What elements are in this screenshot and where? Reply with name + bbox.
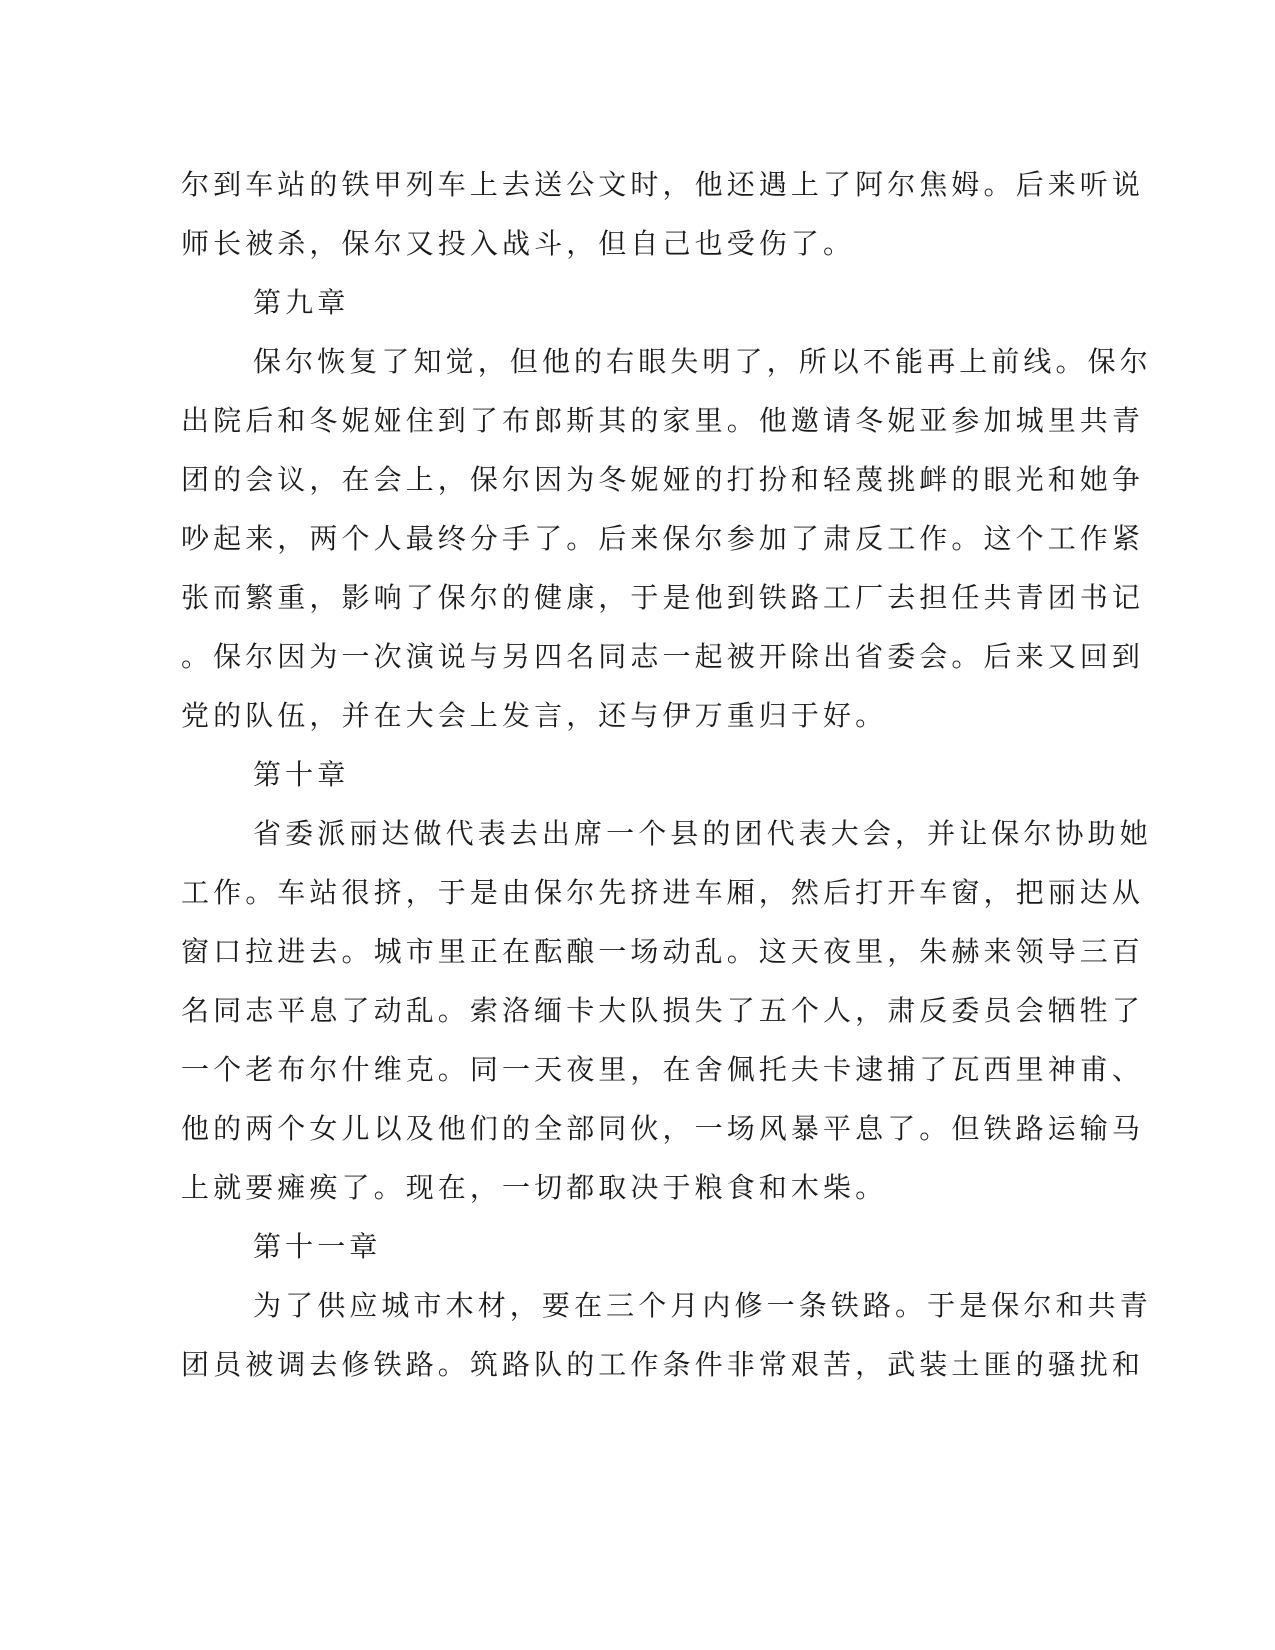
- paragraph-line: 上就要瘫痪了。现在，一切都取决于粮食和木柴。: [181, 1171, 888, 1204]
- body-text: [181, 155, 1152, 1394]
- paragraph-line: 张而繁重，影响了保尔的健康，于是他到铁路工厂去担任共青团书记: [181, 581, 1145, 614]
- paragraph-line: 尔到车站的铁甲列车上去送公文时，他还遇上了阿尔焦姆。后来听说: [181, 168, 1145, 201]
- paragraph-line: 窗口拉进去。城市里正在酝酿一场动乱。这天夜里，朱赫来领导三百: [181, 935, 1145, 968]
- chapter-heading: 第十一章: [253, 1230, 382, 1263]
- paragraph-line: 团的会议，在会上，保尔因为冬妮娅的打扮和轻蔑挑衅的眼光和她争: [181, 463, 1145, 496]
- paragraph-line: 他的两个女儿以及他们的全部同伙，一场风暴平息了。但铁路运输马: [181, 1112, 1145, 1145]
- paragraph-line: 团员被调去修铁路。筑路队的工作条件非常艰苦，武装土匪的骚扰和: [181, 1348, 1145, 1381]
- paragraph-line: 吵起来，两个人最终分手了。后来保尔参加了肃反工作。这个工作紧: [181, 522, 1145, 555]
- paragraph-line: 出院后和冬妮娅住到了布郎斯其的家里。他邀请冬妮亚参加城里共青: [181, 404, 1145, 437]
- chapter-heading: 第十章: [253, 758, 350, 791]
- chapter-heading: 第九章: [253, 286, 350, 319]
- paragraph-line: 党的队伍，并在大会上发言，还与伊万重归于好。: [181, 699, 888, 732]
- paragraph-line: 工作。车站很挤，于是由保尔先挤进车厢，然后打开车窗，把丽达从: [181, 876, 1145, 909]
- paragraph-line: 师长被杀，保尔又投入战斗，但自己也受伤了。: [181, 227, 856, 260]
- paragraph-line: 名同志平息了动乱。索洛缅卡大队损失了五个人，肃反委员会牺牲了: [181, 994, 1145, 1027]
- paragraph-line: 保尔恢复了知觉，但他的右眼失明了，所以不能再上前线。保尔: [253, 345, 1152, 378]
- paragraph-line: 。保尔因为一次演说与另四名同志一起被开除出省委会。后来又回到: [181, 640, 1145, 673]
- paragraph-line: 省委派丽达做代表去出席一个县的团代表大会，并让保尔协助她: [253, 817, 1152, 850]
- paragraph-line: 为了供应城市木材，要在三个月内修一条铁路。于是保尔和共青: [253, 1289, 1152, 1322]
- paragraph-line: 一个老布尔什维克。同一天夜里，在舍佩托夫卡逮捕了瓦西里神甫、: [181, 1053, 1145, 1086]
